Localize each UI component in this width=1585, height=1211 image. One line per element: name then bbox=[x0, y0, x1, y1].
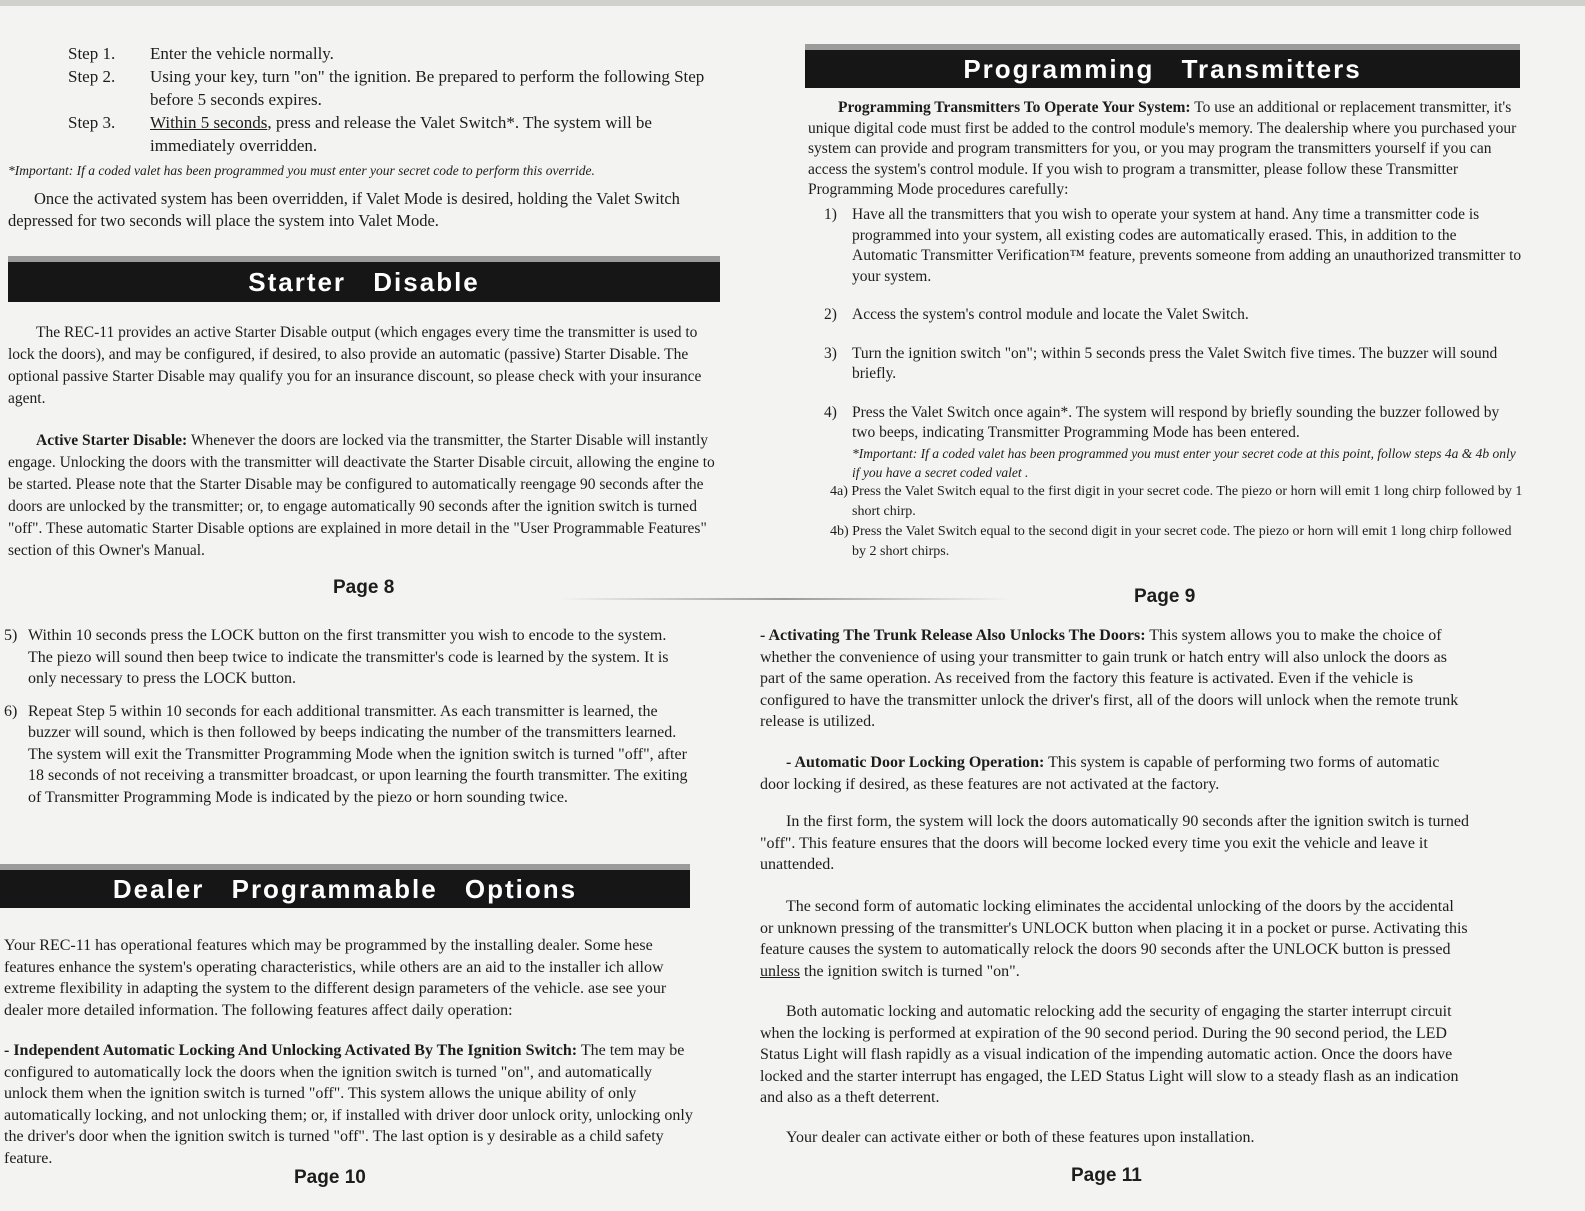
step-label: Step 2. bbox=[68, 67, 116, 86]
step-underline: Within 5 seconds bbox=[150, 113, 268, 132]
page-11 bbox=[760, 615, 1585, 1211]
banner-title: Dealer Programmable Options bbox=[112, 874, 578, 904]
independent-locking-text: The tem may be configured to automatically lock the doors when the ignition switch is turned "on", and automatically unlock them when the ignition switch is turned "off". This system allows the unique ability of only automatically locking, and not unlocking them; or, if installed with driver door unlock ority, unlocking only the driver's door when the ignition switch is turned "off". The last option is y desirable as a child safety feature. bbox=[4, 1042, 693, 1167]
independent-locking-paragraph bbox=[4, 1040, 694, 1169]
list-number: 2) bbox=[824, 306, 837, 323]
dealer-options-intro: Your REC-11 has operational features which may be programmed by the installing dealer. Some hese features enhance the system's operating characteristics, while others are an aid to the installer ich allow extreme flexibility in adapting the system to the different design parameters of the vehicle. ase see your dealer more detailed information. The following features affect daily operation: bbox=[4, 937, 667, 1019]
list-text: Press the Valet Switch once again*. The system will respond by briefly sounding the buzzer followed by two beeps, indicating Transmitter Programming Mode has been entered. bbox=[852, 403, 1500, 441]
list-text: Access the system's control module and locate the Valet Switch. bbox=[852, 306, 1249, 323]
step-4a: 4a) Press the Valet Switch equal to the first digit in your secret code. The piezo or horn will emit 1 long chirp followed by 1 short chirp. bbox=[830, 483, 1523, 519]
both-features-paragraph: Both automatic locking and automatic relocking add the security of engaging the starter interrupt circuit when the locking is performed at expiration of the 90 second period. During the 90 second period, the LED Status Light will flash rapidly as a visual indication of the impending automatic action. Once the doors have locked and the starter interrupt has engaged, the LED Status Light will slow to a steady flash as an indication and also as a theft deterrent. bbox=[760, 1003, 1459, 1106]
list-number: 1) bbox=[824, 206, 837, 223]
second-form-underline: unless bbox=[760, 962, 800, 980]
list-number: 4) bbox=[824, 403, 837, 421]
second-form-text-a: The second form of automatic locking eliminates the accidental unlocking of the doors by the accidental or unknown pressing of the transmitter's UNLOCK button when placing it in a pocket or purse. Activating this feature causes the system to automatically relock the doors 90 seconds after the UNLOCK button is pressed bbox=[760, 898, 1468, 958]
step-label: Step 1. bbox=[68, 44, 116, 63]
list-item bbox=[4, 701, 694, 809]
step-text: Using your key, turn "on" the ignition. Be prepared to perform the following Step before 5 seconds expires. bbox=[150, 67, 705, 109]
list-text: Turn the ignition switch "on"; within 5 seconds press the Valet Switch five times. The buzzer will sound briefly. bbox=[852, 344, 1498, 382]
step-4b: 4b) Press the Valet Switch equal to the second digit in your secret code. The piezo or horn will emit 1 long chirp followed by 2 short chirps. bbox=[830, 523, 1512, 559]
programming-steps-list bbox=[824, 205, 1524, 562]
step-text-wrap bbox=[150, 111, 710, 157]
programming-intro-heading: Programming Transmitters To Operate Your System: bbox=[838, 99, 1191, 116]
second-form-text-b: the ignition switch is turned "on". bbox=[800, 962, 1020, 980]
step-text: Enter the vehicle normally. bbox=[150, 44, 334, 63]
page-number: Page 10 bbox=[294, 1167, 366, 1188]
step-2 bbox=[68, 65, 728, 111]
trunk-release-text: This system allows you to make the choice of whether the convenience of using your transmitter to gain trunk or hatch entry will also unlock the doors as part of the same operation. As received from the factory this feature is activated. Even if the vehicle is configured to have the transmitter unlock the driver's first, all of the doors will unlock when the remote trunk release is utilized. bbox=[760, 627, 1459, 730]
step-1 bbox=[68, 42, 728, 65]
starter-disable-banner bbox=[8, 262, 720, 302]
page-number: Page 8 bbox=[333, 577, 395, 598]
step-3 bbox=[68, 111, 728, 157]
dealer-programmable-options-banner bbox=[0, 870, 690, 908]
override-steps bbox=[68, 42, 728, 157]
trunk-release-paragraph bbox=[760, 625, 1470, 733]
step-label: Step 3. bbox=[68, 113, 116, 132]
page-9 bbox=[760, 0, 1585, 610]
list-item bbox=[824, 344, 1524, 385]
starter-disable-intro: The REC-11 provides an active Starter Disable output (which engages every time the transmitter is used to lock the doors), and may be configured, if desired, to also provide an automatic (passive) Starter Disable. The optional passive Starter Disable may qualify you for an insurance discount, so please check with your insurance agent. bbox=[8, 324, 702, 407]
page-number: Page 9 bbox=[1134, 586, 1196, 607]
automatic-door-locking-paragraph bbox=[760, 752, 1470, 795]
programming-intro-text: To use an additional or replacement transmitter, it's unique digital code must first be added to the control module's memory. The dealership where you purchased your system can provide and program transmitters for you, or you may program the transmitters yourself if you can access the system's control module. If you wish to program a transmitter, please follow these Transmitter Programming Mode procedures carefully: bbox=[808, 99, 1517, 198]
list-text: Repeat Step 5 within 10 seconds for each additional transmitter. As each transmitter is learned, the buzzer will sound, which is then followed by beeps indicating the number of the transmitters learned. The system will exit the Transmitter Programming Mode when the ignition switch is turned "off", after 18 seconds of not receiving a transmitter broadcast, or upon learning the fourth transmitter. The exiting of Transmitter Programming Mode is indicated by the piezo or horn sounding twice. bbox=[28, 702, 688, 806]
first-form-paragraph: In the first form, the system will lock the doors automatically 90 seconds after the ignition switch is turned "off". This feature ensures that the doors will become locked every time you exit the vehicle and leave it unattended. bbox=[760, 813, 1469, 873]
list-text: Have all the transmitters that you wish to operate your system at hand. Any time a transmitter code is programmed into your system, all existing codes are automatically erased. This, in addition to the Automatic Transmitter Verification™ feature, prevents someone from adding an unauthorized transmitter to your system. bbox=[852, 206, 1522, 285]
programming-important-note: *Important: If a coded valet has been programmed you must enter your secret code at this point, follow steps 4a & 4b only if you have a secret coded valet . bbox=[852, 445, 1516, 480]
list-number: 3) bbox=[824, 344, 837, 362]
page-number: Page 11 bbox=[1071, 1165, 1142, 1186]
trunk-release-heading: - Activating The Trunk Release Also Unlocks The Doors: bbox=[760, 627, 1146, 644]
programming-steps-continued bbox=[4, 625, 694, 808]
list-number: 5) bbox=[4, 627, 18, 644]
automatic-door-locking-text: This system is capable of performing two forms of automatic door locking if desired, as these features are not activated at the factory. bbox=[760, 754, 1440, 793]
banner-title: Programming Transmitters bbox=[963, 54, 1362, 84]
override-paragraph: Once the activated system has been overridden, if Valet Mode is desired, holding the Valet Switch depressed for two seconds will place the system into Valet Mode. bbox=[8, 189, 680, 230]
banner-title: Starter Disable bbox=[248, 267, 480, 297]
list-item bbox=[824, 205, 1524, 287]
active-starter-disable-text: Whenever the doors are locked via the transmitter, the Starter Disable will instantly engage. Unlocking the doors with the transmitter will deactivate the Starter Disable circuit, allowing the engine to be started. Please note that the Starter Disable may be configured to automatically reengage 90 seconds after the doors are unlocked by the transmitter; or, to engage automatically 90 seconds after the ignition switch is turned "off". These automatic Starter Disable options are explained in more detail in the "User Programmable Features" section of this Owner's Manual. bbox=[8, 432, 715, 559]
programming-transmitters-banner bbox=[805, 50, 1520, 88]
active-starter-disable-paragraph bbox=[8, 430, 720, 562]
automatic-door-locking-heading: - Automatic Door Locking Operation: bbox=[786, 754, 1045, 771]
independent-locking-heading: - Independent Automatic Locking And Unlocking Activated By The Ignition Switch: bbox=[4, 1042, 578, 1059]
page-8 bbox=[0, 0, 740, 605]
override-important-note: *Important: If a coded valet has been programmed you must enter your secret code to perform this override. bbox=[8, 163, 595, 178]
second-form-paragraph bbox=[760, 896, 1470, 982]
list-item bbox=[824, 403, 1524, 444]
list-text: Within 10 seconds press the LOCK button on the first transmitter you wish to encode to the system. The piezo will sound then beep twice to indicate the transmitter's code is learned by the system. It is only necessary to press the LOCK button. bbox=[28, 627, 669, 687]
list-item bbox=[4, 625, 694, 690]
active-starter-disable-heading: Active Starter Disable: bbox=[36, 432, 188, 449]
page-10 bbox=[0, 615, 740, 1211]
step-text: , press and release the Valet Switch*. The system will be immediately overridden. bbox=[150, 113, 652, 155]
list-item bbox=[824, 305, 1524, 326]
programming-intro bbox=[808, 98, 1523, 201]
list-number: 6) bbox=[4, 702, 18, 720]
dealer-activation-paragraph: Your dealer can activate either or both of these features upon installation. bbox=[786, 1129, 1255, 1146]
